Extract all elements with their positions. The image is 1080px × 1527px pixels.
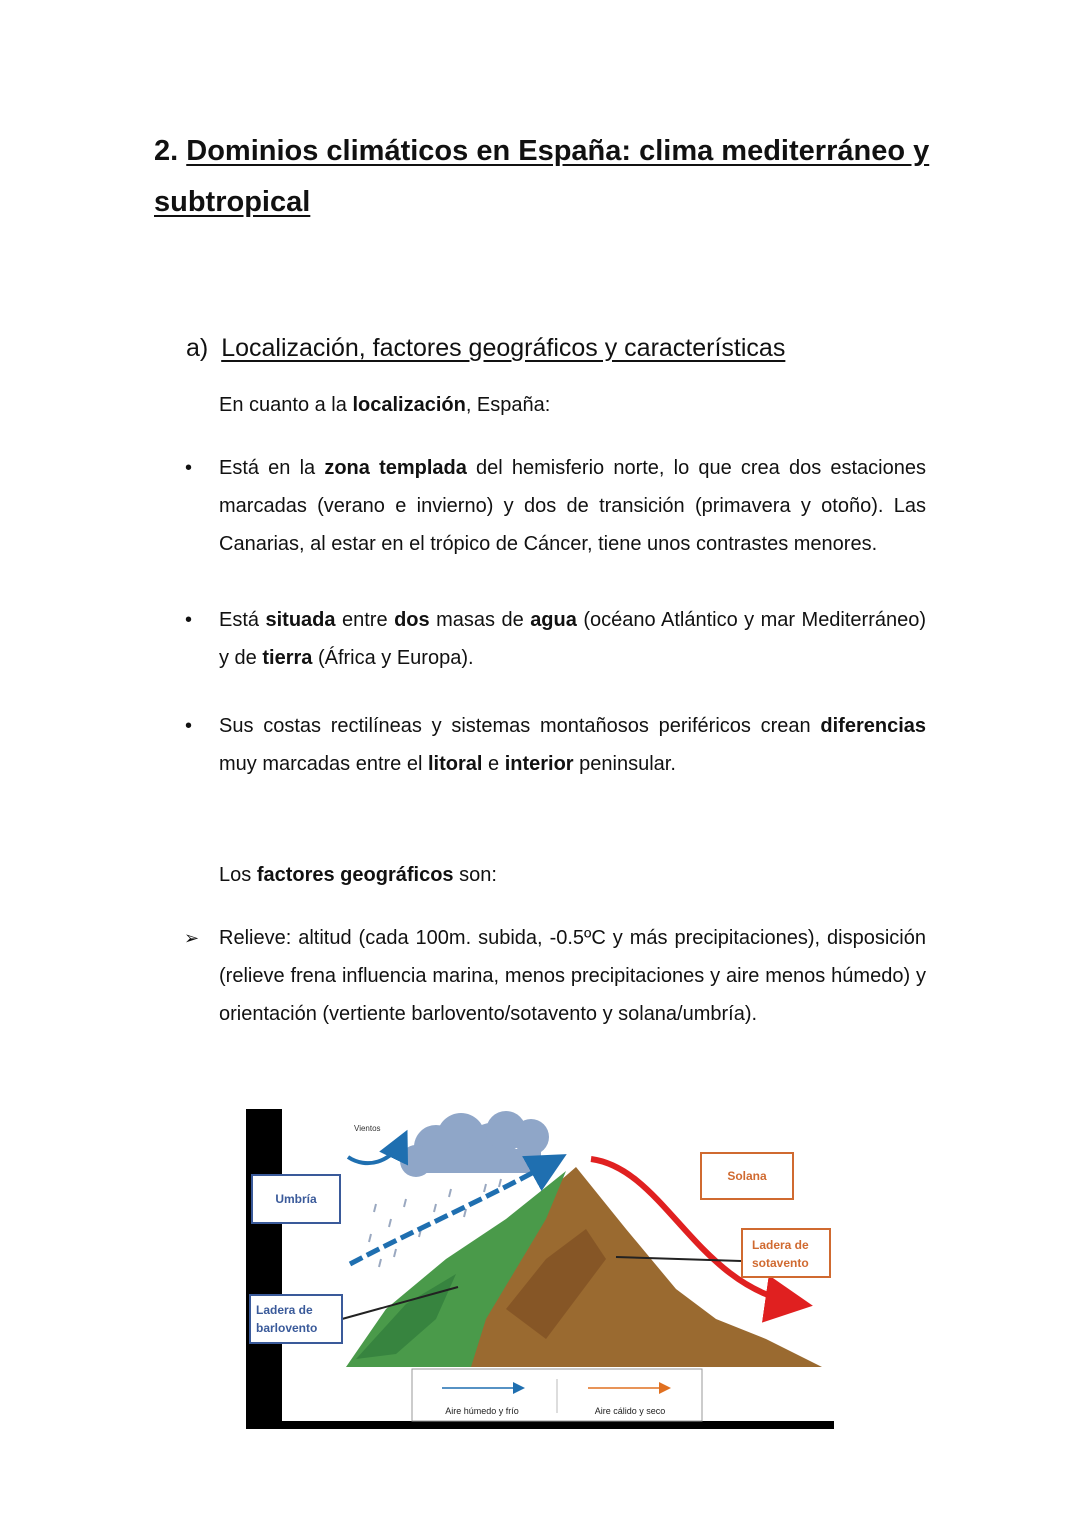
factor-item: Relieve: altitud (cada 100m. subida, -0.5ºC y más precipitaciones), disposición (relieve frena influencia marina, menos precipitaciones y aire menos húmedo) y orientación (vertiente barlovento/sotavento y solana/umbría). xyxy=(219,927,926,1025)
intro-text-end: , España: xyxy=(465,394,551,416)
bullet-text: Está xyxy=(219,609,266,631)
umbria-label: Umbría xyxy=(275,1192,317,1206)
relief-diagram-svg xyxy=(246,1109,834,1429)
legend-humid-label: Aire húmedo y frío xyxy=(445,1406,519,1416)
bullet-item xyxy=(219,707,926,783)
arrow-bullet-icon: ➢ xyxy=(184,928,200,948)
bullet-text: e xyxy=(482,753,505,775)
section-title: Dominios climáticos en España: clima mediterráneo y subtropical xyxy=(154,135,930,218)
bullet-dot-icon: • xyxy=(185,609,193,631)
factors-intro xyxy=(219,856,497,894)
bullet-item xyxy=(219,449,926,563)
bullet-text: Está en la xyxy=(219,457,325,479)
bullet-dot-icon: • xyxy=(185,715,193,737)
diagram-bottom-border xyxy=(246,1421,834,1429)
bullet-text: (África y Europa). xyxy=(312,647,474,669)
sotavento-label-2: sotavento xyxy=(752,1256,809,1270)
bullet-text: del hemisferio norte, lo que crea dos estaciones marcadas (verano e invierno) y dos de transición (primavera y otoño). Las Canarias, al estar en el trópico de Cáncer, tiene unos contrastes menores. xyxy=(219,457,926,555)
barlovento-label-2: barlovento xyxy=(256,1321,318,1335)
bullet-text: (océano Atlántico y mar Mediterráneo) y de xyxy=(219,609,927,669)
bullet-bold: diferencias xyxy=(820,715,926,737)
bullet-text: peninsular. xyxy=(573,753,676,775)
vientos-label: Vientos xyxy=(354,1124,381,1133)
relief-diagram xyxy=(246,1109,834,1429)
subsection-title: Localización, factores geográficos y características xyxy=(221,334,786,362)
diagram-left-border xyxy=(246,1109,282,1429)
intro-bold: localización xyxy=(352,394,466,416)
bullet-bold: zona templada xyxy=(324,457,467,479)
subsection-letter: a) xyxy=(186,334,209,362)
solana-label: Solana xyxy=(727,1169,767,1183)
bullet-bold: litoral xyxy=(427,753,483,775)
subsection-heading xyxy=(186,331,785,365)
factors-intro-text-end: son: xyxy=(453,864,497,886)
factors-intro-bold: factores geográficos xyxy=(256,864,454,886)
bullet-dot-icon: • xyxy=(185,457,193,479)
sotavento-label-1: Ladera de xyxy=(752,1238,809,1252)
section-number: 2. xyxy=(154,135,179,167)
page-title xyxy=(154,126,944,228)
bullet-bold: tierra xyxy=(262,647,313,669)
intro-paragraph xyxy=(219,386,550,424)
bullet-bold: interior xyxy=(504,753,574,775)
intro-text: En cuanto a la xyxy=(219,394,353,416)
bullet-text: masas de xyxy=(429,609,531,631)
barlovento-label-1: Ladera de xyxy=(256,1303,313,1317)
factors-intro-text: Los xyxy=(219,864,257,886)
bullet-bold: situada xyxy=(265,609,336,631)
legend-dry-label: Aire cálido y seco xyxy=(594,1406,666,1416)
bullet-item xyxy=(219,601,926,677)
bullet-bold: agua xyxy=(530,609,577,631)
bullet-text: muy marcadas entre el xyxy=(219,753,428,775)
bullet-bold: dos xyxy=(394,609,430,631)
bullet-text: entre xyxy=(335,609,395,631)
bullet-text: Sus costas rectilíneas y sistemas montañosos periféricos crean xyxy=(219,715,821,737)
